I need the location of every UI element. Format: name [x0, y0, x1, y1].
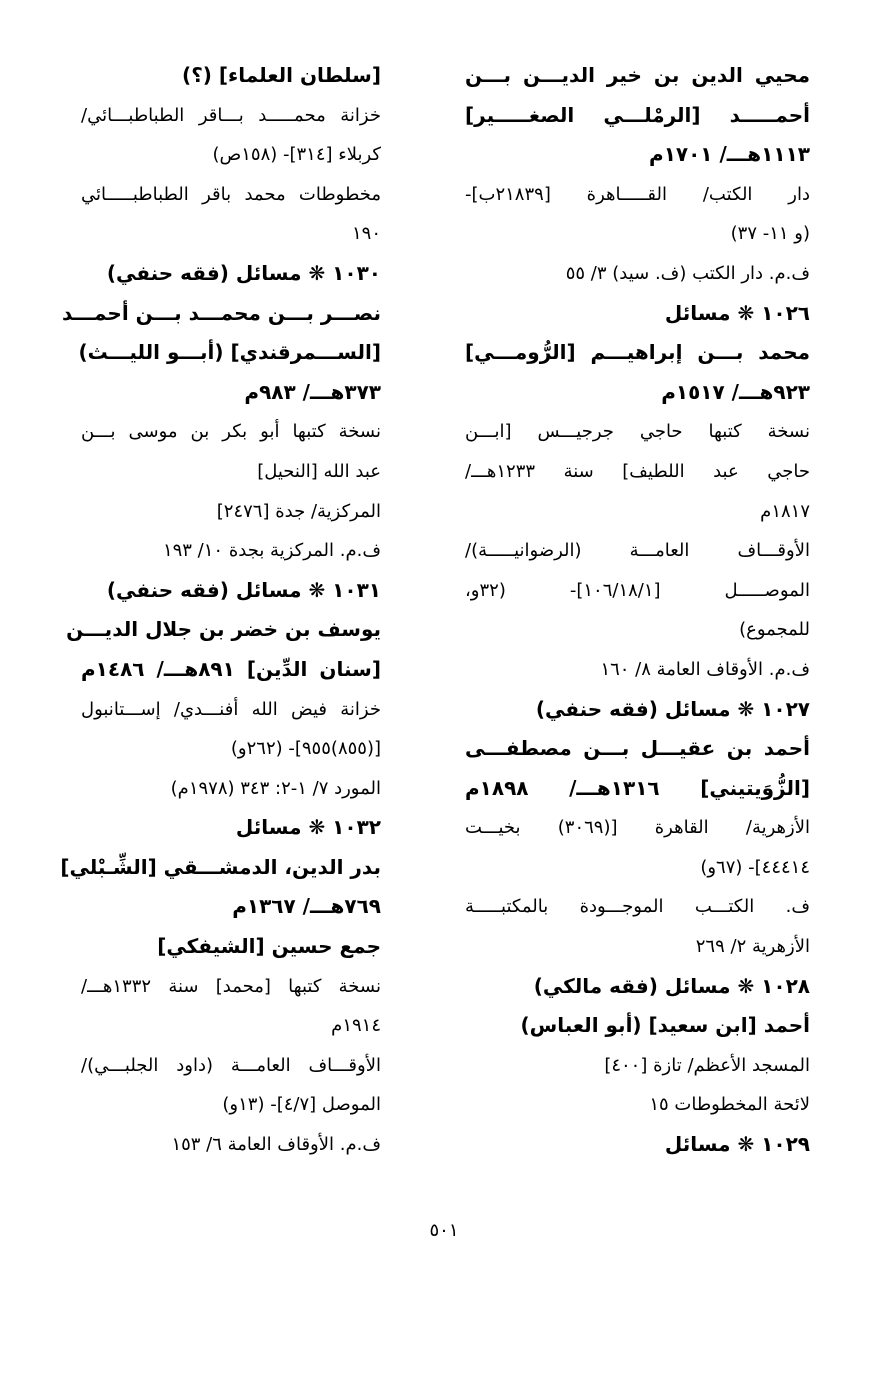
text-line: (و ١١- ٣٧) — [730, 223, 810, 245]
text-line: ٣٧٣هـــ/ ٩٨٣م — [244, 379, 381, 404]
text-line: المورد ٧/ ١-٢: ٣٤٣ (١٩٧٨م) — [170, 777, 381, 799]
text-line: الأوقـــاف العامـــة (الرضوانيـــــة)/ — [465, 540, 810, 562]
text-line: الموصل [٤/٧]- (١٣و) — [222, 1094, 381, 1116]
text-line: ٩٢٣هـــ/ ١٥١٧م — [661, 379, 810, 404]
text-line: خزانة محمـــــد بـــاقر الطباطبـــائي/ — [81, 104, 381, 126]
text-line: ف.م. دار الكتب (ف. سيد) ٣/ ٥٥ — [565, 262, 810, 284]
text-line: خزانة فيض الله أفنـــدي/ إســـتانبول — [81, 698, 381, 720]
text-line: محيي الدين بن خير الديـــن بـــن — [465, 63, 810, 87]
text-line: [سنان الدِّين] ٨٩١هـــ/ ١٤٨٦م — [81, 656, 381, 681]
right-column — [465, 56, 810, 1165]
text-line: أحمد [ابن سعيد] (أبو العباس) — [520, 1013, 810, 1038]
text-line: ف.م. المركزية بجدة ١٠/ ١٩٣ — [162, 540, 381, 562]
text-line: [الســـمرقندي] (أبـــو الليـــث) — [78, 340, 381, 365]
text-line: ٧٦٩هـــ/ ١٣٦٧م — [232, 894, 381, 919]
text-line: ١٩١٤م — [331, 1015, 381, 1037]
entry-heading: ١٠٣٠ ❋ مسائل (فقه حنفي) — [106, 260, 381, 285]
text-line: مخطوطات محمد باقر الطباطبـــــائي — [81, 183, 381, 205]
text-line: ٤٤٤١٤]- (٦٧و) — [700, 856, 810, 878]
text-line: دار الكتب/ القـــــاهرة [٢١٨٣٩ب]- — [465, 183, 810, 205]
text-line: أحمد بن عقيـــل بـــن مصطفـــى — [465, 736, 810, 761]
text-line: عبد الله [النحيل] — [257, 460, 381, 482]
text-line: [الزُّوَيتيني] ١٣١٦هـــ/ ١٨٩٨م — [465, 775, 810, 800]
entry-heading: ١٠٣١ ❋ مسائل (فقه حنفي) — [106, 577, 381, 602]
text-line: ١١١٣هـــ/ ١٧٠١م — [649, 142, 810, 167]
text-line: المسجد الأعظم/ تازة [٤٠٠] — [604, 1054, 810, 1076]
entry-heading: ١٠٢٦ ❋ مسائل — [664, 300, 810, 325]
text-line: حاجي عبد اللطيف] سنة ١٢٣٣هـــ/ — [465, 460, 810, 482]
text-line: أحمـــــد [الرمْلـــي الصغـــــير] — [465, 102, 810, 127]
text-line: ١٨١٧م — [760, 500, 810, 522]
text-line: الأزهرية ٢/ ٢٦٩ — [695, 936, 810, 958]
text-line: الموصـــــل [١٠٦/١٨/١]- (٣٢و، — [465, 579, 811, 601]
entry-heading: ١٠٢٨ ❋ مسائل (فقه مالكي) — [533, 973, 810, 998]
text-line: نسخة كتبها حاجي جرجيـــس [ابـــن — [465, 421, 810, 443]
text-line: ف.م. الأوقاف العامة ٦/ ١٥٣ — [171, 1134, 381, 1156]
text-line: كربلاء [٣١٤]- (١٥٨ص) — [212, 144, 381, 166]
text-line: ١٩٠ — [351, 223, 381, 245]
text-line: الأوقـــاف العامـــة (داود الجلبـــي)/ — [81, 1054, 381, 1076]
text-line: المركزية/ جدة [٢٤٧٦] — [216, 500, 381, 522]
text-line: ف.م. الأوقاف العامة ٨/ ١٦٠ — [600, 658, 810, 680]
entry-heading: ١٠٢٩ ❋ مسائل — [664, 1132, 810, 1157]
text-line: محمد بـــن إبراهيـــم [الرُّومـــي] — [465, 340, 810, 365]
text-line: بدر الدين، الدمشـــقي [الشِّـبْلي] — [60, 854, 381, 879]
page-number: ٥٠١ — [429, 1220, 459, 1241]
text-line: [سلطان العلماء] (؟) — [182, 63, 381, 87]
text-line: نسخة كتبها أبو بكر بن موسى بـــن — [81, 421, 381, 443]
left-column — [60, 56, 381, 1165]
entry-heading: ١٠٢٧ ❋ مسائل (فقه حنفي) — [535, 696, 810, 721]
text-line: يوسف بن خضر بن جلال الديـــن — [66, 617, 381, 642]
text-line: للمجموع) — [739, 619, 810, 641]
text-line: [(٨٥٥)٩٥٥]- (٢٦٢و) — [230, 738, 381, 760]
text-line: لائحة المخطوطات ١٥ — [649, 1094, 810, 1116]
text-line: الأزهرية/ القاهرة [(٣٠٦٩) بخيـــت — [465, 817, 810, 839]
text-line: ف. الكتـــب الموجـــودة بالمكتبـــــة — [465, 896, 810, 918]
text-line: نسخة كتبها [محمد] سنة ١٣٣٢هـــ/ — [81, 975, 381, 997]
text-line: نصـــر بـــن محمـــد بـــن أحمـــد — [61, 300, 381, 325]
entry-heading: ١٠٣٢ ❋ مسائل — [235, 815, 381, 840]
text-line: جمع حسين [الشيفكي] — [157, 934, 381, 959]
